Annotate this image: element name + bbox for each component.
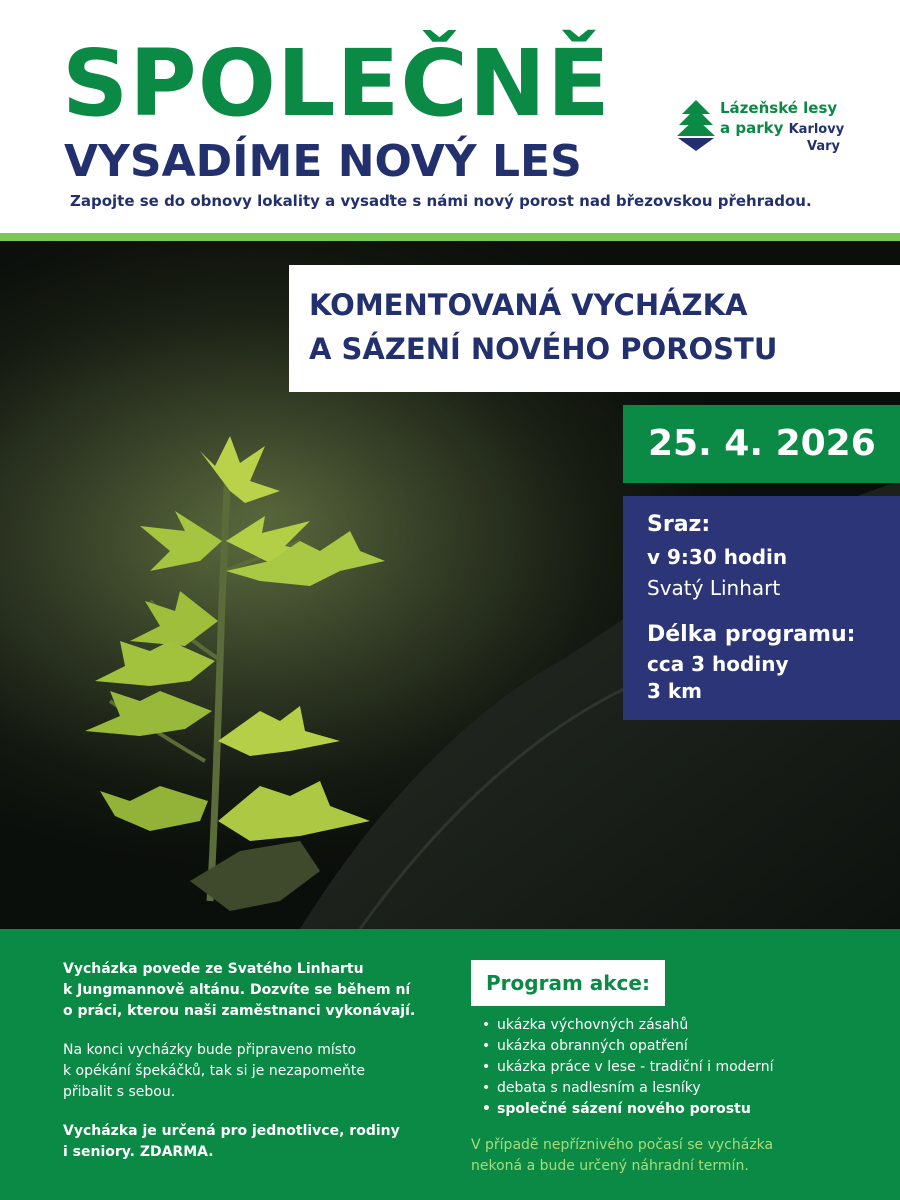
description-line: Vycházka povede ze Svatého Linhartu (63, 961, 364, 977)
logo-line-1: Lázeňské lesy (720, 99, 838, 117)
logo-wordmark (720, 98, 844, 154)
event-date: 25. 4. 2026 (648, 423, 876, 464)
duration-time: cca 3 hodiny (647, 652, 789, 676)
description-paragraph-2 (63, 1040, 423, 1103)
event-title-line-1: KOMENTOVANÁ VYCHÁZKA (309, 288, 748, 322)
weather-note-line: V případě nepříznivého počasí se vycházka (471, 1137, 774, 1153)
description-line: o práci, kterou naši zaměstnanci vykonávají. (63, 1003, 416, 1019)
description-paragraph-1 (63, 959, 423, 1022)
poster-title: SPOLEČNĚ (62, 30, 611, 137)
event-info-box (623, 496, 900, 720)
description-line: k Jungmannově altánu. Dozvíte se během ní (63, 982, 411, 998)
program-item: • ukázka práce v lese - tradiční i moderní (480, 1057, 773, 1078)
organization-logo (676, 98, 856, 154)
event-title (309, 283, 777, 371)
weather-note-line: nekoná a bude určený náhradní termín. (471, 1158, 749, 1174)
duration-label: Délka programu: (647, 622, 856, 647)
logo-line-2 (720, 118, 844, 140)
logo-line-2-city: Karlovy (788, 122, 845, 137)
poster-header (0, 0, 900, 233)
program-label: Program akce: (486, 971, 650, 995)
weather-note (471, 1135, 831, 1177)
description-line: Na konci vycházky bude připraveno místo (63, 1042, 357, 1058)
logo-line-2-main: a parky (720, 119, 784, 137)
program-label-box (471, 960, 665, 1006)
event-title-line-2: A SÁZENÍ NOVÉHO POROSTU (309, 332, 778, 366)
program-list (480, 1015, 773, 1120)
program-item: • debata s nadlesním a lesníky (480, 1078, 773, 1099)
description-line: přibalit s sebou. (63, 1084, 176, 1100)
meet-time: v 9:30 hodin (647, 545, 788, 569)
poster-subtitle: VYSADÍME NOVÝ LES (64, 136, 582, 187)
accent-divider (0, 233, 900, 241)
description-line: Vycházka je určená pro jednotlivce, rodiny (63, 1123, 400, 1139)
logo-line-3: Vary (806, 139, 840, 154)
description-line: k opékání špekáčků, tak si je nezapomeňte (63, 1063, 365, 1079)
poster-tagline: Zapojte se do obnovy lokality a vysaďte s námi nový porost nad březovskou přehradou. (70, 192, 812, 210)
description-line: i seniory. ZDARMA. (63, 1144, 214, 1160)
duration-distance: 3 km (647, 679, 703, 703)
meet-label: Sraz: (647, 512, 711, 537)
program-item: • ukázka výchovných zásahů (480, 1015, 773, 1036)
tree-logo-icon (676, 98, 716, 152)
program-item: • ukázka obranných opatření (480, 1036, 773, 1057)
meet-place: Svatý Linhart (647, 576, 781, 600)
event-title-box (289, 265, 900, 392)
program-item: • společné sázení nového porostu (480, 1099, 773, 1120)
details-section (0, 929, 900, 1200)
date-box (623, 405, 900, 483)
description-paragraph-3 (63, 1121, 423, 1163)
